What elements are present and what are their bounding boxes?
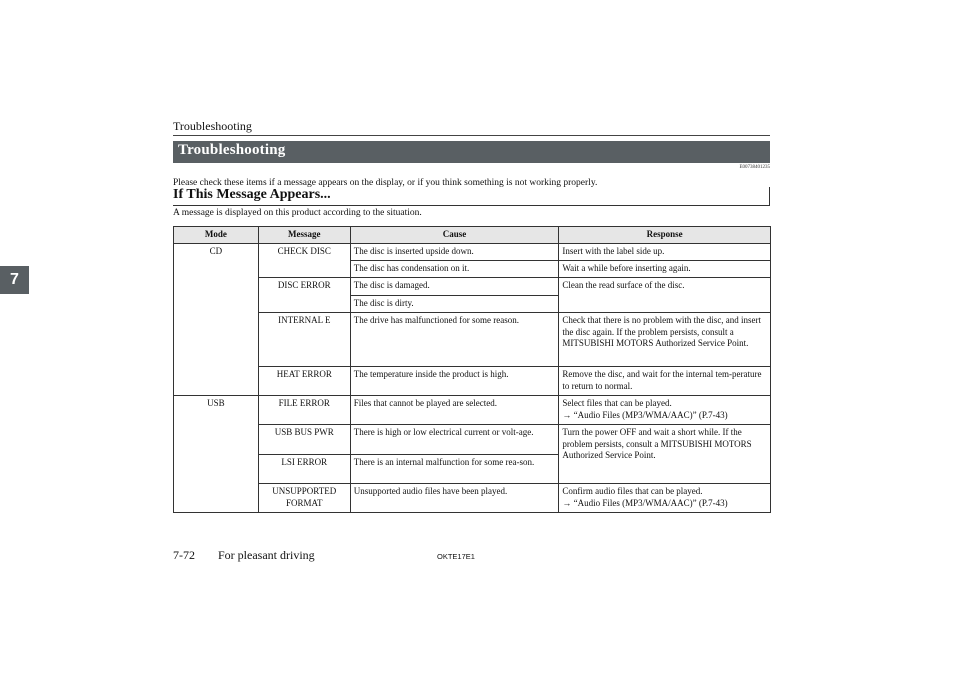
cause-cell: There is high or low electrical current or volt-age. xyxy=(350,425,559,455)
mode-cd: CD xyxy=(174,244,259,396)
cause-cell: The drive has malfunctioned for some reason. xyxy=(350,313,559,367)
chapter-tab: 7 xyxy=(0,266,29,294)
running-head: Troubleshooting xyxy=(173,119,252,133)
message-internal-e: INTERNAL E xyxy=(258,313,350,367)
message-usb-bus-pwr: USB BUS PWR xyxy=(258,425,350,455)
footer-doc-code: OKTE17E1 xyxy=(437,552,475,561)
subheading-intro: A message is displayed on this product according to the situation. xyxy=(173,208,422,218)
page-reference: → “Audio Files (MP3/WMA/AAC)” (P.7-43) xyxy=(562,497,728,508)
cause-cell: Files that cannot be played are selected. xyxy=(350,396,559,425)
mode-usb: USB xyxy=(174,396,259,513)
header-rule xyxy=(173,135,770,136)
message-unsupported-format: UNSUPPORTED FORMAT xyxy=(258,484,350,513)
footer-page-number: 7-72 xyxy=(173,548,195,562)
header-mode: Mode xyxy=(174,227,259,244)
response-cell: Turn the power OFF and wait a short while. If the problem persists, consult a MITSUBISHI MOTORS Authorized Service Point. xyxy=(559,425,771,484)
section-title-bar xyxy=(173,141,770,163)
response-cell: Insert with the label side up. xyxy=(559,244,771,261)
cause-cell: The disc is dirty. xyxy=(350,296,559,313)
header-cause: Cause xyxy=(350,227,559,244)
subheading: If This Message Appears... xyxy=(173,187,331,202)
table-row xyxy=(174,396,771,425)
message-file-error: FILE ERROR xyxy=(258,396,350,425)
cause-cell: The disc has condensation on it. xyxy=(350,261,559,278)
intro-text: Please check these items if a message appears on the display, or if you think something is not working properly. xyxy=(173,178,598,188)
table-row xyxy=(174,425,771,455)
response-cell: Clean the read surface of the disc. xyxy=(559,278,771,313)
response-cell: Check that there is no problem with the disc, and insert the disc again. If the problem persists, consult a MITSUBISHI MOTORS Authorized Service Point. xyxy=(559,313,771,367)
table-row xyxy=(174,484,771,513)
section-code: E00738401235 xyxy=(739,165,770,170)
response-cell: Remove the disc, and wait for the internal tem-perature to return to normal. xyxy=(559,367,771,396)
response-cell xyxy=(559,396,771,425)
message-disc-error: DISC ERROR xyxy=(258,278,350,313)
subheading-box xyxy=(173,187,770,206)
cause-cell: The disc is inserted upside down. xyxy=(350,244,559,261)
header-message: Message xyxy=(258,227,350,244)
message-lsi-error: LSI ERROR xyxy=(258,455,350,484)
response-cell xyxy=(559,484,771,513)
response-cell: Wait a while before inserting again. xyxy=(559,261,771,278)
table-row xyxy=(174,244,771,261)
message-heat-error: HEAT ERROR xyxy=(258,367,350,396)
response-line: Confirm audio files that can be played. xyxy=(562,486,703,496)
section-title: Troubleshooting xyxy=(178,142,286,158)
response-line: Select files that can be played. xyxy=(562,398,672,408)
troubleshooting-table xyxy=(173,226,771,513)
page-reference: → “Audio Files (MP3/WMA/AAC)” (P.7-43) xyxy=(562,409,728,420)
message-check-disc: CHECK DISC xyxy=(258,244,350,278)
header-response: Response xyxy=(559,227,771,244)
cause-cell: The temperature inside the product is high. xyxy=(350,367,559,396)
cause-cell: Unsupported audio files have been played. xyxy=(350,484,559,513)
table-row xyxy=(174,278,771,296)
footer-title: For pleasant driving xyxy=(218,548,315,562)
table-header-row xyxy=(174,227,771,244)
cause-cell: The disc is damaged. xyxy=(350,278,559,296)
table-row xyxy=(174,367,771,396)
cause-cell: There is an internal malfunction for some rea-son. xyxy=(350,455,559,484)
table-row xyxy=(174,313,771,367)
